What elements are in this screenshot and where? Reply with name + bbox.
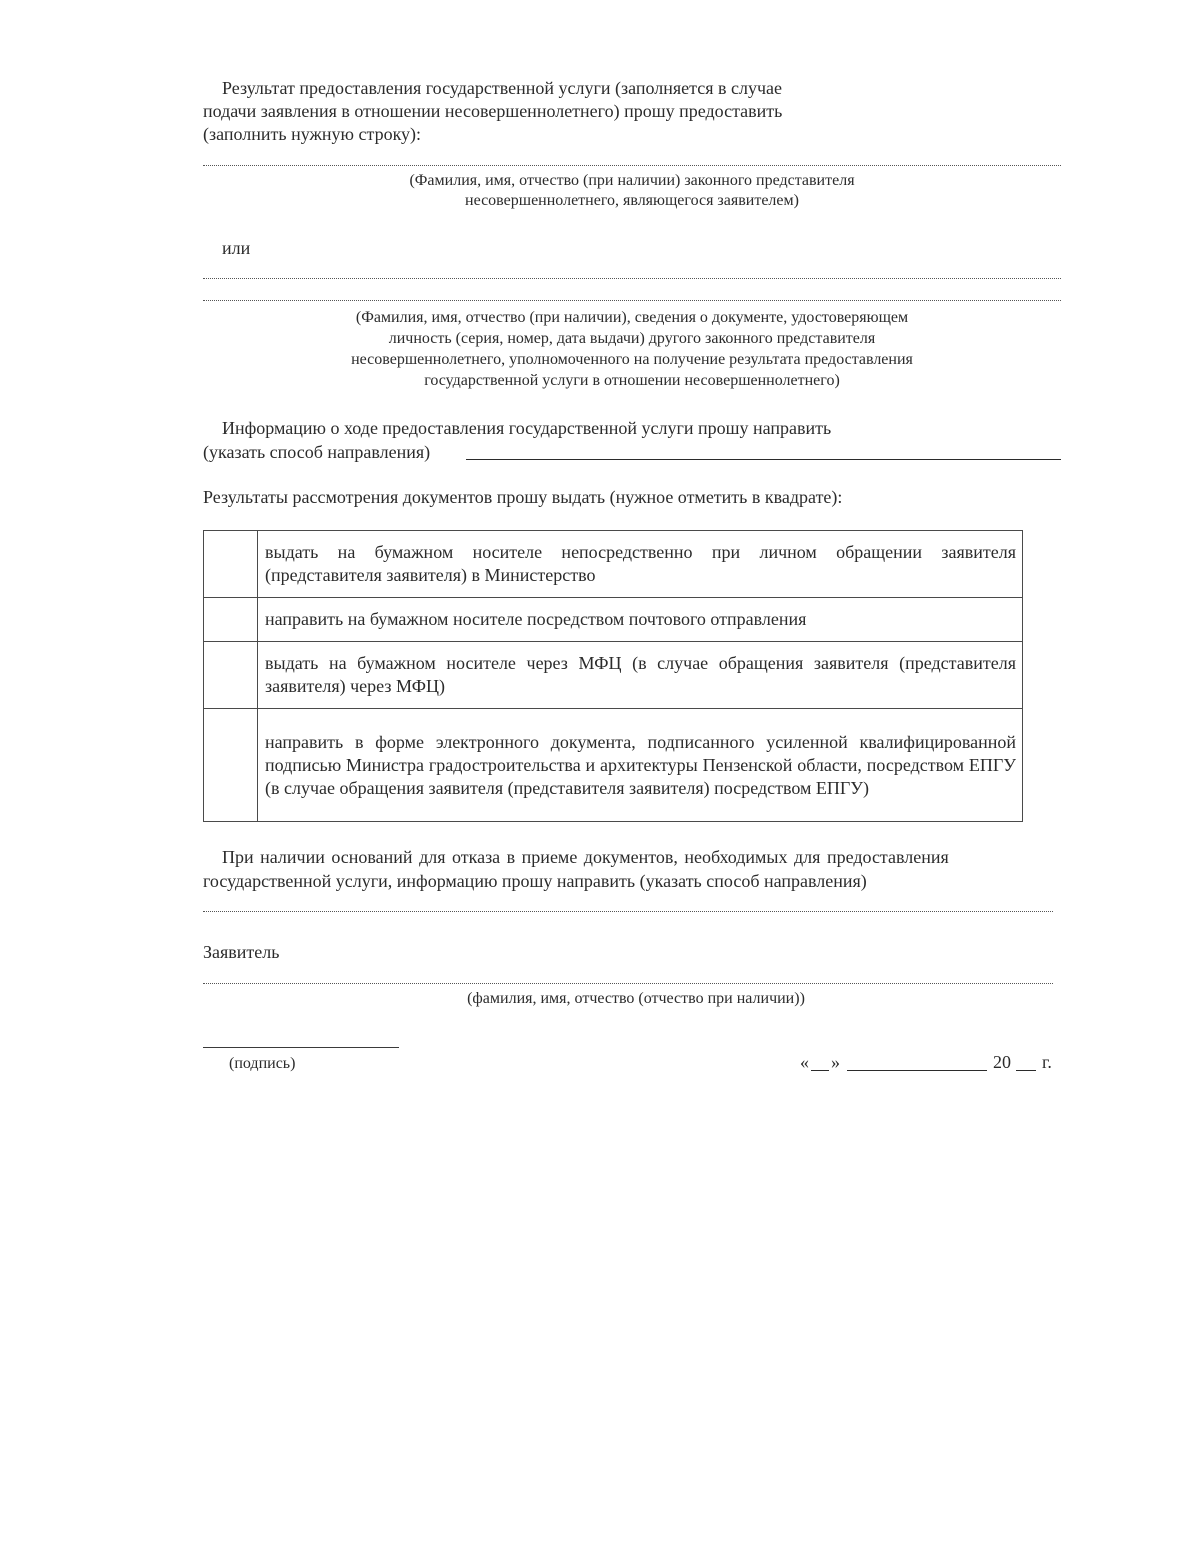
signature-fill-line[interactable] [203, 1047, 399, 1048]
signature-caption: (подпись) [229, 1055, 296, 1072]
option-checkbox-4[interactable] [204, 709, 258, 822]
option-checkbox-3[interactable] [204, 642, 258, 709]
option-text-2: направить на бумажном носителе посредством почтового отправления [258, 598, 1023, 642]
option-text-3: выдать на бумажном носителе через МФЦ (в случае обращения заявителя (представителя заявителя) через МФЦ) [258, 642, 1023, 709]
other-rep-caption-line-4: государственной услуги в отношении несовершеннолетнего) [424, 372, 840, 389]
option-text-1: выдать на бумажном носителе непосредственно при личном обращении заявителя (представителя заявителя) в Министерство [258, 531, 1023, 598]
option-checkbox-2[interactable] [204, 598, 258, 642]
other-rep-fill-line-1[interactable] [203, 278, 1061, 279]
date-year-field[interactable] [1016, 1070, 1036, 1071]
refusal-fill-line[interactable] [203, 911, 1053, 912]
other-rep-caption-line-1: (Фамилия, имя, отчество (при наличии), сведения о документе, удостоверяющем [355, 309, 909, 326]
date-open-quote: « [800, 1052, 809, 1072]
delivery-options-table [203, 530, 1023, 822]
other-rep-caption-line-2: личность (серия, номер, дата выдачи) другого законного представителя [388, 330, 876, 347]
option-checkbox-1[interactable] [204, 531, 258, 598]
applicant-caption: (фамилия, имя, отчество (отчество при наличии)) [467, 990, 805, 1007]
legal-rep-caption-line-2: несовершеннолетнего, являющегося заявителем) [465, 192, 799, 209]
refusal-line-2: государственной услуги, информацию прошу направить (указать способ направления) [203, 871, 867, 891]
results-heading: Результаты рассмотрения документов прошу выдать (нужное отметить в квадрате): [203, 487, 843, 507]
table-row [204, 598, 1023, 642]
info-request-fill-line[interactable] [466, 459, 1061, 460]
info-request-line-1: Информацию о ходе предоставления государственной услуги прошу направить [222, 418, 832, 438]
other-rep-caption-line-3: несовершеннолетнего, уполномоченного на получение результата предоставления [351, 351, 913, 368]
intro-line-2: подачи заявления в отношении несовершеннолетнего) прошу предоставить [203, 101, 783, 121]
date-day-field[interactable] [811, 1070, 829, 1071]
refusal-line-1: При наличии оснований для отказа в приеме документов, необходимых для предоставления [222, 847, 949, 867]
option-text-4: направить в форме электронного документа, подписанного усиленной квалифицированной подписью Министра градостроительства и архитектуры Пензенской области, посредством ЕПГУ (в случае обращения заявителя (представителя заявителя) посредством ЕПГУ) [258, 709, 1023, 822]
date-year-suffix: г. [1042, 1052, 1052, 1072]
date-block [800, 1050, 1060, 1076]
or-label: или [222, 238, 251, 258]
table-row [204, 642, 1023, 709]
intro-line-3: (заполнить нужную строку): [203, 124, 422, 144]
table-row [204, 531, 1023, 598]
other-rep-fill-line-2[interactable] [203, 300, 1061, 301]
applicant-fill-line[interactable] [203, 983, 1053, 984]
date-year-prefix: 20 [993, 1052, 1011, 1072]
table-row [204, 709, 1023, 822]
legal-rep-fill-line[interactable] [203, 165, 1061, 166]
legal-rep-caption-line-1: (Фамилия, имя, отчество (при наличии) законного представителя [409, 172, 855, 189]
date-close-quote: » [831, 1052, 840, 1072]
applicant-label: Заявитель [203, 942, 280, 962]
info-request-line-2: (указать способ направления) [203, 442, 431, 462]
intro-line-1: Результат предоставления государственной услуги (заполняется в случае [222, 78, 783, 98]
date-month-field[interactable] [847, 1070, 987, 1071]
